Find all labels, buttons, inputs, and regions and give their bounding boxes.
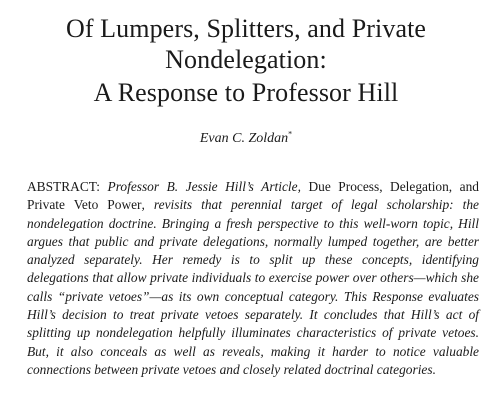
author-name: Evan C. Zoldan xyxy=(199,131,289,146)
title-line-2: Nondelegation: xyxy=(165,45,327,74)
title-line-1: Of Lumpers, Splitters, and Private xyxy=(65,14,427,43)
abstract xyxy=(27,178,479,379)
author-byline xyxy=(0,130,492,148)
author-footnote-mark[interactable]: * xyxy=(288,129,293,139)
title-line-3: A Response to Professor Hill xyxy=(93,78,399,107)
article-title: Due Process, Delegation, and Private Veto Power xyxy=(27,179,479,213)
abstract-text-2: , revisits that perennial target of legal scholarship: the nondelegation doctrine. Bringing a fresh perspective to this well-worn topic, Hill argues that public and private delegations, normally lumped together, are better analyzed separately. Her remedy is to split up these concepts, identifying delegations that allow private individuals to exercise power over others—which she calls “private vetoes”—as its own conceptual category. This Response evaluates Hill’s decision to treat private vetoes separately. It concludes that Hill’s act of splitting up nondelegation helpfully illuminates characteristics of private vetoes. But, it also conceals as well as reveals, making it harder to notice valuable connections between private vetoes and closely related doctrinal categories. xyxy=(27,197,479,377)
abstract-label: ABSTRACT: xyxy=(27,179,100,194)
abstract-text-1: Professor B. Jessie Hill’s Article, xyxy=(100,179,309,194)
